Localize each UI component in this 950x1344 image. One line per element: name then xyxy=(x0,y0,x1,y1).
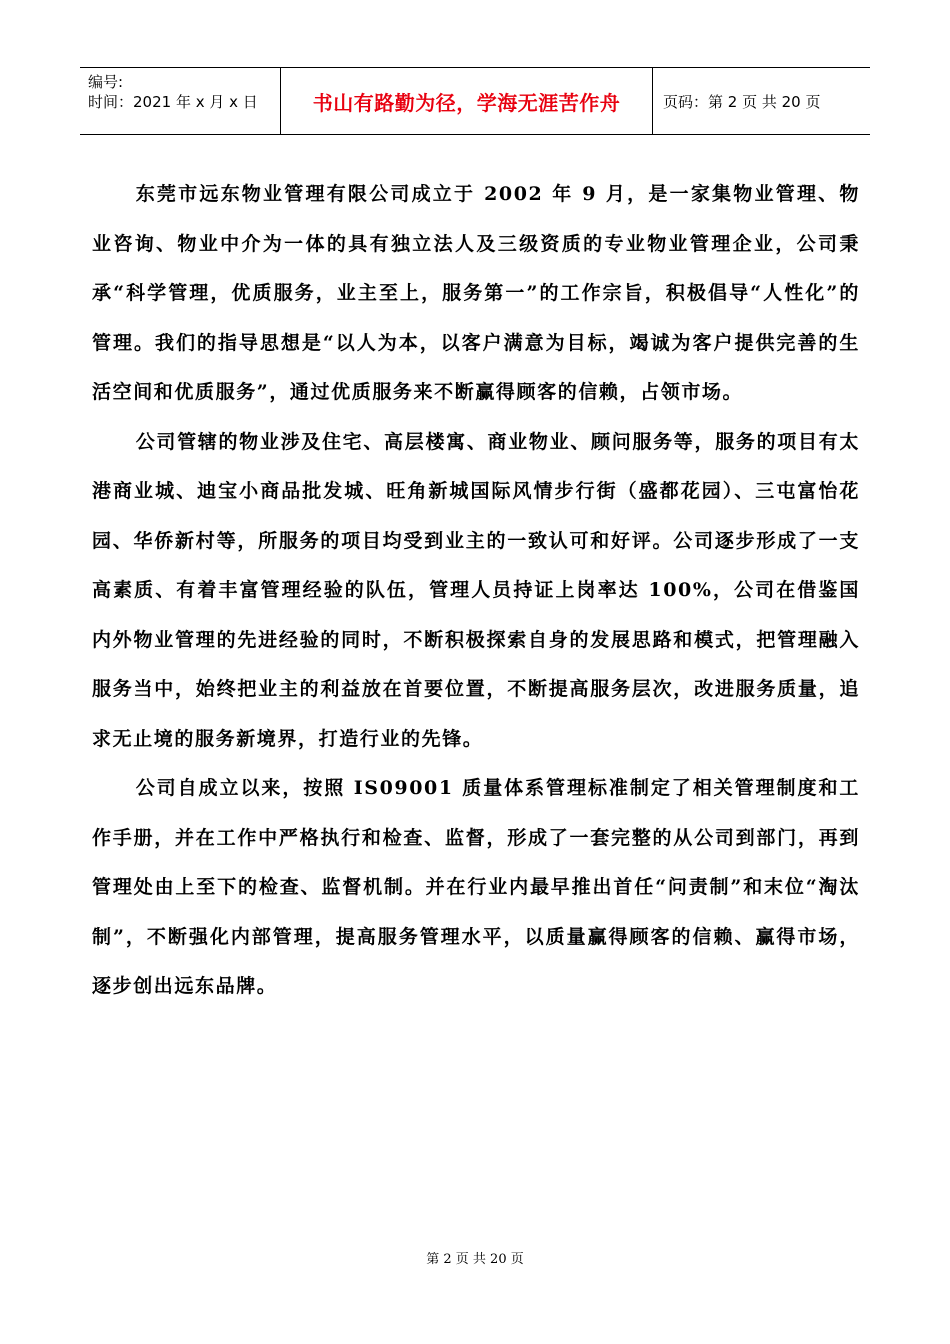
paragraph-company-intro: 东莞市远东物业管理有限公司成立于 2002 年 9 月，是一家集物业管理、物业咨询、物业中介为一体的具有独立法人及三级资质的专业物业管理企业，公司秉承“科学管理，优质服务，业主至上，服务第一”的工作宗旨，积极倡导“人性化”的管理。我们的指导思想是“以人为本，以客户满意为目标，竭诚为客户提供完善的生活空间和优质服务”，通过优质服务来不断赢得顾客的信赖，占领市场。 xyxy=(92,183,860,403)
document-time-label: 时间：2021 年 x 月 x 日 xyxy=(88,93,258,111)
paragraph-quality-system: 公司自成立以来，按照 IS09001 质量体系管理标准制定了相关管理制度和工作手册，并在工作中严格执行和检查、监督，形成了一套完整的从公司到部门，再到管理处由上至下的检查、监督机制。并在行业内最早推出首任“问责制”和末位“淘汰制”，不断强化内部管理，提高服务管理水平，以质量赢得顾客的信赖、赢得市场，逐步创出远东品牌。 xyxy=(92,777,860,997)
header-page-cell xyxy=(653,68,870,134)
header-motto-cell xyxy=(281,68,653,134)
document-number-label: 编号: xyxy=(88,73,124,91)
header-page-info: 页码：第 2 页 共 20 页 xyxy=(663,92,821,111)
document-body xyxy=(92,170,860,1012)
header-meta-cell xyxy=(80,68,281,134)
page-footer xyxy=(0,1248,950,1267)
footer-page-number: 第 2 页 共 20 页 xyxy=(426,1252,524,1267)
page-header xyxy=(80,67,870,135)
paragraph-property-projects: 公司管辖的物业涉及住宅、高层楼寓、商业物业、顾问服务等，服务的项目有太港商业城、迪宝小商品批发城、旺角新城国际风情步行街（盛都花园）、三屯富怡花园、华侨新村等，所服务的项目均受到业主的一致认可和好评。公司逐步形成了一支高素质、有着丰富管理经验的队伍，管理人员持证上岗率达 100%，公司在借鉴国内外物业管理的先进经验的同时，不断积极探索自身的发展思路和模式，把管理融入服务当中，始终把业主的利益放在首要位置，不断提高服务层次，改进服务质量，追求无止境的服务新境界，打造行业的先锋。 xyxy=(92,430,860,750)
header-motto: 书山有路勤为径，学海无涯苦作舟 xyxy=(312,90,621,115)
